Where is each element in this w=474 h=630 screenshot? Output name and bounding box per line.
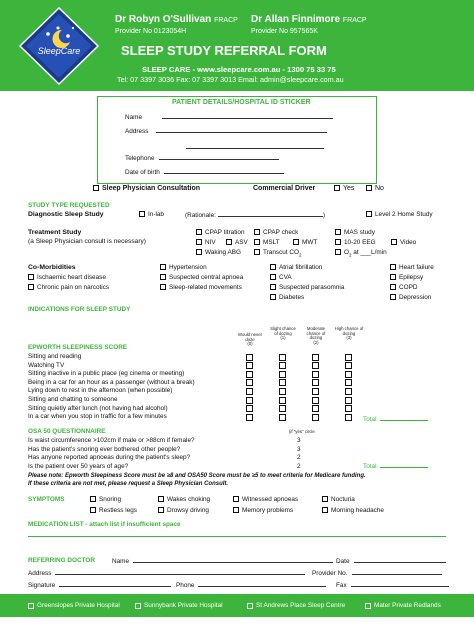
symptom-restless-legs[interactable]: Restless legs (90, 507, 137, 514)
symptom-snoring[interactable]: Snoring (90, 496, 121, 503)
symptom-memory-problems[interactable]: Memory problems (233, 507, 293, 514)
transcut-co2-checkbox[interactable]: Transcut $CO_2$ (254, 249, 302, 257)
level2-home-checkbox[interactable]: Level 2 Home Study (366, 211, 433, 218)
osa-score[interactable]: 2 (297, 454, 301, 462)
epworth-checkbox-0[interactable] (246, 354, 253, 361)
location-st-andrews[interactable]: St Andrews Place Sleep Centre (247, 594, 345, 617)
referrer-signature-field[interactable]: Signature (28, 581, 171, 589)
doctor2-provider: Provider No 957565K (251, 28, 318, 35)
epworth-checkbox-2[interactable] (312, 362, 319, 369)
mslt-checkbox[interactable]: MSLT (254, 239, 280, 246)
epworth-checkbox-2[interactable] (312, 379, 319, 386)
epworth-item: In a car when you stop in traffic for a few minutes (28, 413, 167, 421)
patient-address-line2[interactable] (186, 143, 324, 151)
doctor1-name: Dr Robyn O'Sullivan FRACP (115, 14, 238, 25)
epworth-checkbox-0[interactable] (246, 405, 253, 412)
contact-details: Tel: 07 3397 3036 Fax: 07 3397 3013 Email: admin@sleepcare.com.au (117, 75, 344, 84)
comorbidities-label: Co-Morbidities (28, 264, 76, 271)
epworth-checkbox-3[interactable] (345, 354, 352, 361)
epworth-item: Being in a car for an hour as a passenger (without a break) (28, 378, 195, 386)
epworth-col-2: Moderate chance of dozing (2) (306, 326, 326, 346)
doctor1-provider: Provider No 0123054H (115, 28, 187, 35)
epworth-checkbox-1[interactable] (279, 397, 286, 404)
epworth-checkbox-0[interactable] (246, 371, 253, 378)
doctor2-name: Dr Allan Finnimore FRACP (251, 14, 367, 25)
epworth-item: Sitting quietly after lunch (not having had alcohol) (28, 404, 168, 412)
medication-line[interactable] (28, 536, 446, 537)
epworth-total[interactable]: Total (363, 415, 428, 423)
form-title: SLEEP STUDY REFERRAL FORM (121, 43, 327, 58)
referrer-name-field[interactable]: Name (112, 557, 333, 565)
epworth-item: Lying down to rest in the afternoon (when possible) (28, 387, 173, 395)
epworth-checkbox-2[interactable] (312, 397, 319, 404)
eeg-checkbox[interactable]: 10-20 EEG (335, 239, 376, 246)
epworth-col-0: Would never doze (0) (237, 332, 263, 347)
epworth-col-3: High chance of dozing (3) (334, 326, 364, 341)
treatment-label: Treatment Study (28, 229, 82, 236)
epworth-checkbox-3[interactable] (345, 388, 352, 395)
location-greenslopes[interactable]: Greenslopes Private Hospital (28, 594, 120, 617)
comorbid-depression[interactable]: Depression (390, 294, 431, 301)
epworth-checkbox-3[interactable] (345, 397, 352, 404)
epworth-item: Sitting inactive in a public place (eg cinema or meeting) (28, 370, 185, 378)
comorbid-diabetes[interactable]: Diabetes (270, 294, 304, 301)
epworth-checkbox-1[interactable] (279, 414, 286, 421)
comorbid-copd[interactable]: COPD (390, 284, 417, 291)
cpap-check-checkbox[interactable]: CPAP check (254, 229, 298, 236)
consult-note: If these criteria are not met, please request a Sleep Physician Consult. (28, 481, 229, 487)
epworth-item: Sitting and chatting to someone (28, 396, 118, 403)
osa-total[interactable]: Total (363, 462, 428, 470)
epworth-checkbox-0[interactable] (246, 397, 253, 404)
comorbid-parasomnia[interactable]: Suspected parasomnia (270, 284, 344, 291)
epworth-checkbox-3[interactable] (345, 414, 352, 421)
footer-bar (0, 594, 474, 617)
epworth-heading: EPWORTH SLEEPINESS SCORE (28, 344, 128, 351)
symptom-witnessed-apnoeas[interactable]: Witnessed apnoeas (233, 496, 298, 503)
comorbid-sleep-movements[interactable]: Sleep-related movements (160, 284, 242, 291)
comorbid-hypertension[interactable]: Hypertension (160, 264, 207, 271)
patient-address-field[interactable]: Address (125, 127, 327, 135)
epworth-checkbox-3[interactable] (345, 371, 352, 378)
osa-yes-note: (if "yes" circle (289, 429, 315, 434)
osa-question: Is waist circumference >102cm if male or >88cm if female? (28, 437, 195, 444)
comorbid-af[interactable]: Atrial fibrillation (270, 264, 322, 271)
comorbid-cva[interactable]: CVA (270, 274, 292, 281)
referrer-address-field[interactable]: Address (28, 569, 305, 577)
contact-line: SLEEP CARE - www.sleepcare.com.au - 1300 75 33 75 (142, 65, 336, 74)
epworth-checkbox-2[interactable] (312, 354, 319, 361)
comorbid-chronic-pain[interactable]: Chronic pain on narcotics (28, 284, 109, 291)
epworth-item: Watching TV (28, 361, 65, 369)
osa-question: Has the patient's snoring ever bothered other people? (28, 445, 181, 453)
referrer-fax-field[interactable]: Fax (336, 581, 449, 589)
epworth-col-1: Slight chance of dozing (1) (270, 326, 296, 341)
osa-question: Is the patient over 50 years of age? (28, 462, 129, 470)
mas-study-checkbox[interactable]: MAS study (335, 229, 375, 236)
symptom-drowsy-driving[interactable]: Drowsy driving (158, 507, 209, 514)
symptom-morning-headache[interactable]: Morning headache (322, 507, 384, 514)
medication-heading: MEDICATION LIST - attach list if insufficient space (28, 521, 181, 528)
treatment-sublabel: (a Sleep Physician consult is necessary) (28, 238, 147, 245)
symptom-wakes-choking[interactable]: Wakes choking (158, 496, 210, 503)
referrer-phone-field[interactable]: Phone (176, 581, 326, 589)
epworth-checkbox-1[interactable] (279, 354, 286, 361)
osa-heading: OSA 50 QUESTIONNAIRE (28, 428, 106, 435)
waking-abg-checkbox[interactable]: Waking ABG (196, 249, 241, 256)
osa-score[interactable]: 3 (297, 445, 301, 453)
video-checkbox[interactable]: Video (391, 239, 416, 246)
epworth-checkbox-3[interactable] (345, 362, 352, 369)
epworth-checkbox-1[interactable] (279, 362, 286, 369)
niv-checkbox[interactable]: NIV (196, 239, 216, 246)
indications-heading: INDICATIONS FOR SLEEP STUDY (28, 306, 131, 313)
oxygen-checkbox[interactable]: $O_2$ at ___L/min (335, 249, 387, 257)
epworth-checkbox-2[interactable] (312, 388, 319, 395)
medicare-note: Please note: Epworth Sleepiness Score must be ≥8 and OSA50 Score must be ≥5 to meet criteria for Medicare funding. (28, 473, 366, 479)
comorbid-ihd[interactable]: Ischaemic heart disease (28, 274, 106, 281)
epworth-checkbox-1[interactable] (279, 371, 286, 378)
epworth-checkbox-1[interactable] (279, 379, 286, 386)
commercial-driver-no[interactable]: No (366, 185, 384, 193)
commercial-driver-yes[interactable]: Yes (334, 185, 354, 193)
osa-score[interactable]: 2 (297, 462, 301, 470)
location-sunnybank[interactable]: Sunnybank Private Hospital (135, 594, 223, 617)
location-mater-redlands[interactable]: Mater Private Redlands (365, 594, 441, 617)
rationale-field[interactable]: (Rationale: ) (185, 212, 326, 219)
osa-question: Has anyone reported apnoeas during the patient's sleep? (28, 454, 191, 462)
referring-doctor-heading: REFERRING DOCTOR (28, 557, 95, 564)
inlab-checkbox[interactable]: In-lab (139, 211, 164, 218)
patient-telephone-field[interactable]: Telephone (125, 154, 279, 162)
epworth-checkbox-3[interactable] (345, 405, 352, 412)
sleep-physician-consult[interactable]: Sleep Physician Consultation (93, 185, 200, 193)
symptom-nocturia[interactable]: Nocturia (322, 496, 355, 503)
logo-text: SleepCare (37, 46, 81, 56)
diagnostic-label: Diagnostic Sleep Study (28, 211, 104, 218)
sleepcare-logo (18, 6, 100, 86)
epworth-checkbox-2[interactable] (312, 414, 319, 421)
comorbid-heart-failure[interactable]: Heart failure (390, 264, 434, 271)
referrer-provider-field[interactable]: Provider No. (312, 569, 442, 577)
symptoms-heading: SYMPTOMS (28, 496, 65, 503)
epworth-checkbox-2[interactable] (312, 405, 319, 412)
commercial-driver-label: Commercial Driver (253, 185, 316, 192)
epworth-checkbox-0[interactable] (246, 379, 253, 386)
asv-checkbox[interactable]: ASV (226, 239, 248, 246)
epworth-item: Sitting and reading (28, 353, 82, 360)
cpap-titration-checkbox[interactable]: CPAP titration (196, 229, 245, 236)
header-banner (0, 0, 474, 91)
epworth-checkbox-0[interactable] (246, 362, 253, 369)
patient-dob-field[interactable]: Date of birth (125, 168, 284, 176)
epworth-checkbox-1[interactable] (279, 388, 286, 395)
patient-details-box (97, 96, 377, 184)
epworth-checkbox-3[interactable] (345, 379, 352, 386)
epworth-checkbox-0[interactable] (246, 388, 253, 395)
study-type-heading: STUDY TYPE REQUESTED (28, 202, 110, 209)
epworth-checkbox-2[interactable] (312, 371, 319, 378)
referrer-date-field[interactable]: Date (336, 557, 446, 565)
patient-details-heading: PATIENT DETAILS/HOSPITAL ID STICKER (172, 99, 311, 106)
epworth-checkbox-1[interactable] (279, 405, 286, 412)
osa-score[interactable]: 3 (297, 437, 301, 444)
epworth-checkbox-0[interactable] (246, 414, 253, 421)
comorbid-central-apnoea[interactable]: Suspected central apnoea (160, 274, 243, 281)
mwt-checkbox[interactable]: MWT (293, 239, 317, 246)
comorbid-epilepsy[interactable]: Epilepsy (390, 274, 423, 281)
patient-name-field[interactable]: Name (125, 113, 333, 121)
